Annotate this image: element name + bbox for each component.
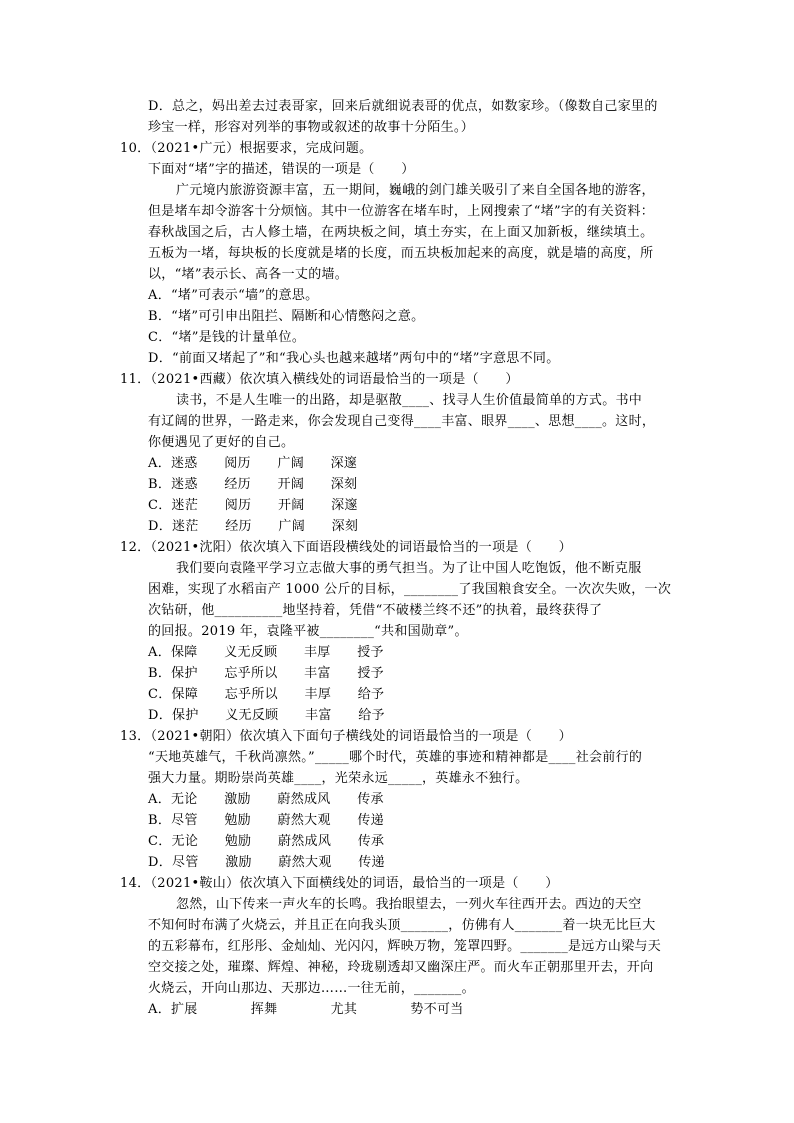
q11-passage-line: 你便遇见了更好的自己。 bbox=[148, 435, 295, 450]
q13-option-a: A．无论 激励 蔚然成风 传承 bbox=[148, 792, 384, 807]
q10-heading: 10．（2021•广元）根据要求，完成问题。 bbox=[120, 141, 373, 156]
q11-option-b: B．迷惑 经历 开阔 深刻 bbox=[148, 477, 358, 492]
q12-option-d: D．保护 义无反顾 丰富 给予 bbox=[148, 708, 385, 723]
q9-option-d-line2: 珍宝一样，形容对列举的事物或叙述的故事十分陌生。） bbox=[148, 120, 475, 135]
q13-option-c: C．无论 勉励 蔚然成风 传承 bbox=[148, 834, 385, 849]
q12-option-a: A．保障 义无反顾 丰厚 授予 bbox=[148, 645, 384, 660]
q11-passage-line: 有辽阔的世界，一路走来，你会发现自己变得____丰富、眼界____、思想____。这时， bbox=[148, 414, 656, 429]
q13-heading: 13．（2021•朝阳）依次填入下面句子横线处的词语最恰当的一项是（ ） bbox=[120, 729, 572, 744]
q10-passage-line: 春秋战国之后，古人修土墙，在两块板之间，填土夯实，在上面又加新板，继续填土。 bbox=[148, 225, 654, 240]
q9-option-d-line1: D．总之，妈出差去过表哥家，回来后就细说表哥的优点，如数家珍。（像数自己家里的 bbox=[148, 99, 658, 114]
q14-passage-line: 不知何时布满了火烧云，并且正在向我头顶_______，仿佛有人_______着一块无比巨大 bbox=[148, 918, 656, 933]
q10-option-a: A．“堵”可表示“墙”的意思。 bbox=[148, 288, 319, 303]
q11-option-a: A．迷惑 阅历 广阔 深邃 bbox=[148, 456, 358, 471]
q12-passage-line: 的回报。2019 年，袁隆平被________“共和国勋章”。 bbox=[148, 624, 468, 639]
q11-heading: 11．（2021•西藏）依次填入横线处的词语最恰当的一项是（ ） bbox=[120, 372, 519, 387]
q14-option-a: A．扩展 挥舞 尤其 势不可当 bbox=[148, 1002, 464, 1017]
q11-option-d: D．迷茫 经历 广阔 深刻 bbox=[148, 519, 359, 534]
q13-passage-line: “天地英雄气，千秋尚凛然。”_____哪个时代，英雄的事迹和精神都是____社会前行的 bbox=[148, 750, 643, 765]
q12-passage-line: 我们要向袁隆平学习立志做大事的勇气担当。为了让中国人吃饱饭，他不断克服 bbox=[176, 561, 642, 576]
q14-passage-line: 忽然，山下传来一声火车的长鸣。我抬眼望去，一列火车往西开去。西边的天空 bbox=[176, 897, 642, 912]
q12-passage-line: 困难，实现了水稻亩产 1000 公斤的目标，________了我国粮食安全。一次次失败，一次 bbox=[148, 582, 672, 597]
q10-passage-line: 广元境内旅游资源丰富，五一期间，巍峨的剑门雄关吸引了来自全国各地的游客， bbox=[176, 183, 655, 198]
q10-option-d: D．“前面又堵起了”和“我心头也越来越堵”两句中的“堵”字意思不同。 bbox=[148, 351, 560, 366]
q13-passage-line: 强大力量。期盼崇尚英雄____，光荣永远_____，英雄永不独行。 bbox=[148, 771, 529, 786]
q10-passage-line: 五板为一堵，每块板的长度就是堵的长度，而五块板加起来的高度，就是墙的高度，所 bbox=[148, 246, 654, 261]
q10-option-b: B．“堵”可引申出阻拦、隔断和心情憋闷之意。 bbox=[148, 309, 425, 324]
q12-option-b: B．保护 忘乎所以 丰富 授予 bbox=[148, 666, 384, 681]
q10-passage-line: 但是堵车却令游客十分烦恼。其中一位游客在堵车时，上网搜索了“堵”字的有关资料： bbox=[148, 204, 654, 219]
q14-passage-line: 的五彩幕布，红彤彤、金灿灿、光闪闪，辉映万物，笼罩四野。_______是远方山梁与天 bbox=[148, 939, 662, 954]
q12-passage-line: 次钻研，他__________地坚持着，凭借“不破楼兰终不还”的执着，最终获得了 bbox=[148, 603, 603, 618]
q14-passage-line: 火烧云，开向山那边、天那边……一往无前，_______。 bbox=[148, 981, 475, 996]
q13-option-d: D．尽管 激励 蔚然大观 传递 bbox=[148, 855, 385, 870]
q10-option-c: C．“堵”是钱的计量单位。 bbox=[148, 330, 306, 345]
q10-passage-line: 以，“堵”表示长、高各一丈的墙。 bbox=[148, 267, 349, 282]
q10-stem: 下面对“堵”字的描述，错误的一项是（ ） bbox=[148, 162, 415, 177]
q14-passage-line: 空交接之处，璀璨、辉煌、神秘，玲珑剔透却又幽深庄严。而火车正朝那里开去，开向 bbox=[148, 960, 654, 975]
q11-option-c: C．迷茫 阅历 开阔 深邃 bbox=[148, 498, 358, 513]
q12-heading: 12．（2021•沈阳）依次填入下面语段横线处的词语最恰当的一项是（ ） bbox=[120, 540, 572, 555]
q11-passage-line: 读书，不是人生唯一的出路，却是驱散____、找寻人生价值最简单的方式。书中 bbox=[176, 393, 643, 408]
q13-option-b: B．尽管 勉励 蔚然大观 传递 bbox=[148, 813, 384, 828]
q12-option-c: C．保障 忘乎所以 丰厚 给予 bbox=[148, 687, 385, 702]
q14-heading: 14．（2021•鞍山）依次填入下面横线处的词语，最恰当的一项是（ ） bbox=[120, 876, 559, 891]
